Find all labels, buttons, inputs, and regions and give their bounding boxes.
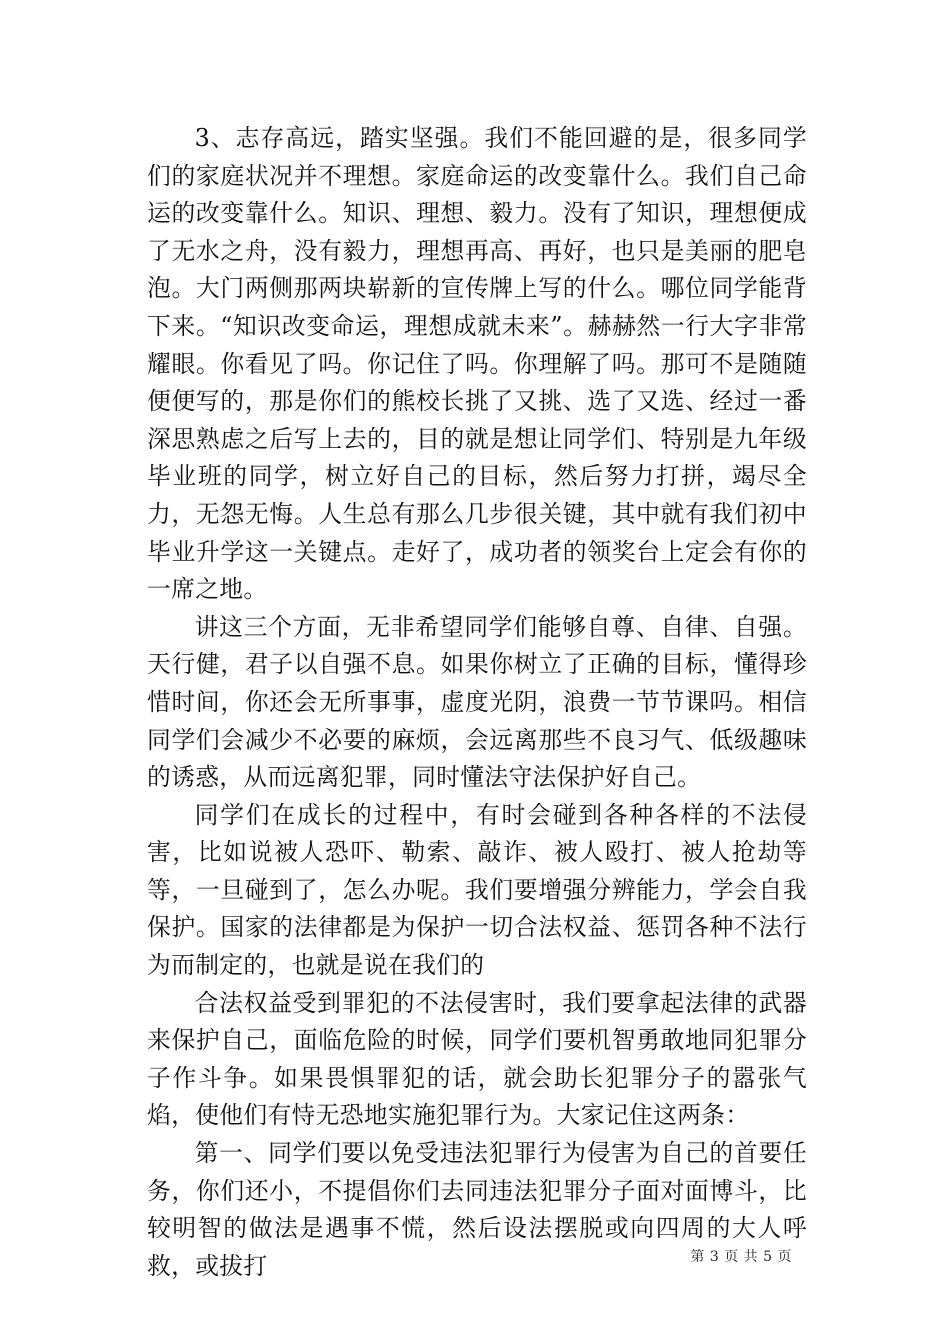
paragraph-rule-one: 第一、同学们要以免受违法犯罪行为侵害为自己的首要任务，你们还小，不提倡你们去同违法犯罪分子面对面博斗，比较明智的做法是遇事不慌，然后设法摆脱或向四周的大人呼救，或拔打 — [147, 1139, 807, 1280]
body-text — [147, 120, 807, 1285]
paragraph-aspiration: 3、志存高远，踏实坚强。我们不能回避的是，很多同学们的家庭状况并不理想。家庭命运的改变靠什么。我们自己命运的改变靠什么。知识、理想、毅力。没有了知识，理想便成了无水之舟，没有毅力，理想再高、再好，也只是美丽的肥皂泡。大门两侧那两块崭新的宣传牌上写的什么。哪位同学能背下来。“知识改变命运，理想成就未来”。赫赫然一行大字非常耀眼。你看见了吗。你记住了吗。你理解了吗。那可不是随随便便写的，那是你们的熊校长挑了又挑、选了又选、经过一番深思熟虑之后写上去的，目的就是想让同学们、特别是九年级毕业班的同学，树立好自己的目标，然后努力打拼，竭尽全力，无怨无悔。人生总有那么几步很关键，其中就有我们初中毕业升学这一关键点。走好了，成功者的领奖台上定会有你的一席之地。 — [147, 124, 807, 604]
paragraph-three-aspects: 讲这三个方面，无非希望同学们能够自尊、自律、自强。天行健，君子以自强不息。如果你树立了正确的目标，懂得珍惜时间，你还会无所事事，虚度光阴，浪费一节节课吗。相信同学们会减少不必要的麻烦，会远离那些不良习气、低级趣味的诱惑，从而远离犯罪，同时懂法守法保护好自己。 — [147, 612, 807, 792]
paragraph-unlawful-harm: 同学们在成长的过程中，有时会碰到各种各样的不法侵害，比如说被人恐吓、勒索、敲诈、被人殴打、被人抢劫等等，一旦碰到了，怎么办呢。我们要增强分辨能力，学会自我保护。国家的法律都是为保护一切合法权益、惩罚各种不法行为而制定的，也就是说在我们的 — [147, 800, 807, 980]
page-number-footer: 第 3 页 共 5 页 — [690, 1249, 792, 1265]
paragraph-legal-rights: 合法权益受到罪犯的不法侵害时，我们要拿起法律的武器来保护自己，面临危险的时候，同学们要机智勇敢地同犯罪分子作斗争。如果畏惧罪犯的话，就会助长犯罪分子的嚣张气焰，使他们有恃无恐地实施犯罪行为。大家记住这两条： — [147, 988, 807, 1130]
